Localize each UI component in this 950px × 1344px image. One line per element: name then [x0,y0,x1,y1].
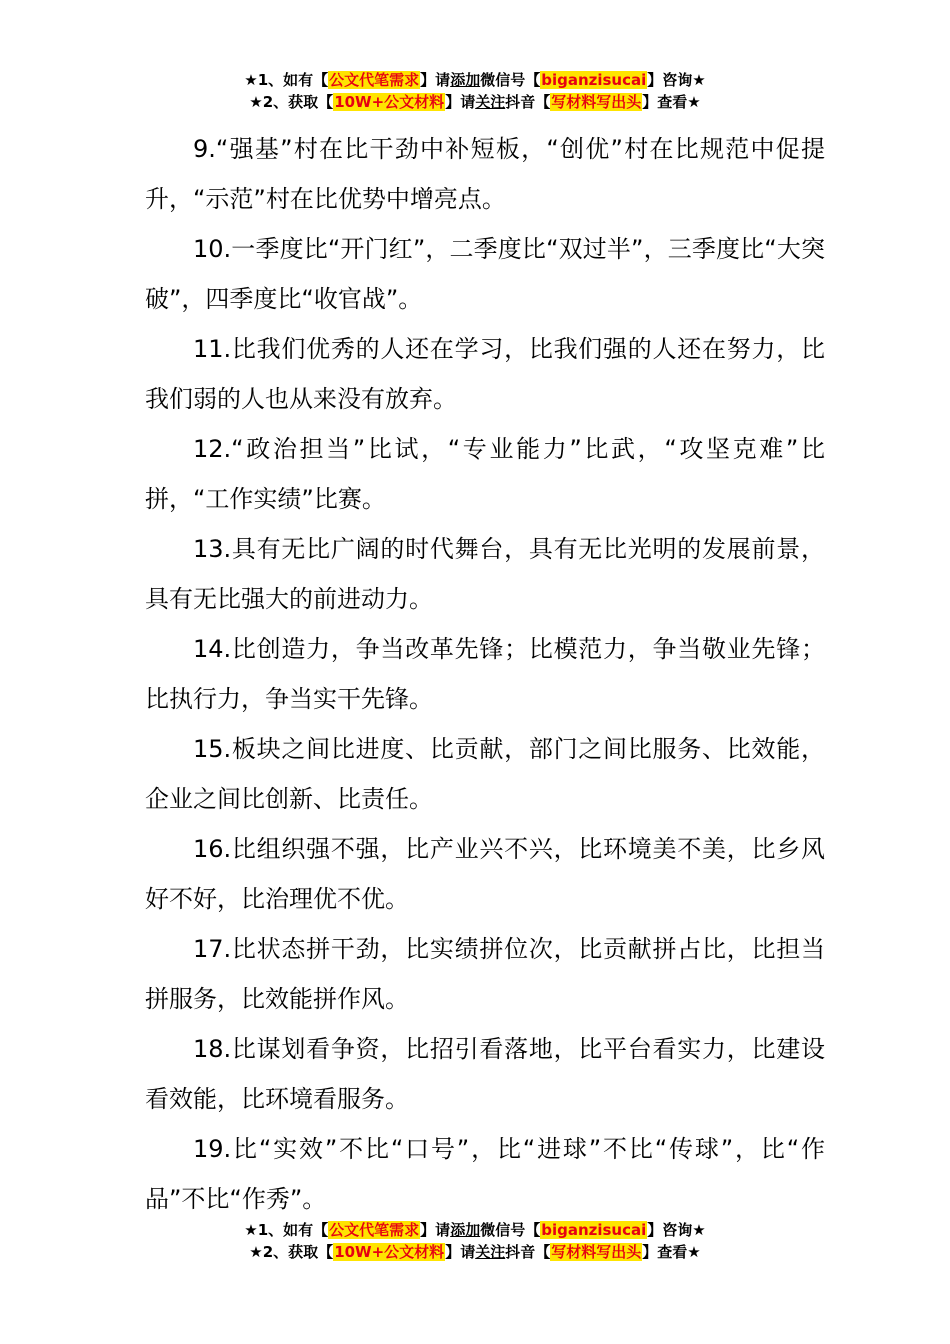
banner-text: 】请 [420,1221,451,1239]
banner-text: ★1、如有【 [244,1221,329,1239]
paragraph-15: 15.板块之间比进度、比贡献，部门之间比服务、比效能，企业之间比创新、比责任。 [145,735,825,813]
highlight-text: 10W+公文材料 [334,1243,445,1261]
banner-text: 】咨询★ [647,1221,706,1239]
paragraph-12: 12.“政治担当”比试，“专业能力”比武，“攻坚克难”比拼，“工作实绩”比赛。 [145,435,825,513]
banner-text: 微信号【 [480,1221,541,1239]
highlight-text: 公文代笔需求 [329,71,420,89]
paragraph-17: 17.比状态拼干劲，比实绩拼位次，比贡献拼占比，比担当拼服务，比效能拼作风。 [145,935,825,1013]
banner-text: ★1、如有【 [244,71,329,89]
paragraph-14: 14.比创造力，争当改革先锋；比模范力，争当敬业先锋；比执行力，争当实干先锋。 [145,635,825,713]
banner-text: 】请 [445,93,476,111]
banner-line-2 [0,91,950,113]
banner-line-1 [0,69,950,91]
banner-text: 抖音【 [505,1243,551,1261]
banner-text: 】查看★ [642,1243,701,1261]
banner-text: 】咨询★ [647,71,706,89]
highlight-text: 写材料写出头 [551,1243,642,1261]
underlined-text: 关注 [475,93,506,111]
highlight-text: 10W+公文材料 [334,93,445,111]
underlined-text: 添加 [450,71,481,89]
highlight-text: 公文代笔需求 [329,1221,420,1239]
banner-text: 】请 [445,1243,476,1261]
highlight-text: biganzisucai [541,71,647,89]
banner-line-1 [0,1219,950,1241]
banner-text: 微信号【 [480,71,541,89]
banner-text: ★2、获取【 [249,1243,334,1261]
banner-text: 】请 [420,71,451,89]
paragraph-18: 18.比谋划看争资，比招引看落地，比平台看实力，比建设看效能，比环境看服务。 [145,1035,825,1113]
paragraph-11: 11.比我们优秀的人还在学习，比我们强的人还在努力，比我们弱的人也从来没有放弃。 [145,335,825,413]
underlined-text: 添加 [450,1221,481,1239]
banner-text: 】查看★ [642,93,701,111]
banner-text: 抖音【 [505,93,551,111]
footer-banner [0,1219,950,1263]
underlined-text: 关注 [475,1243,506,1261]
banner-line-2 [0,1241,950,1263]
paragraph-13: 13.具有无比广阔的时代舞台，具有无比光明的发展前景，具有无比强大的前进动力。 [145,535,825,613]
paragraph-10: 10.一季度比“开门红”，二季度比“双过半”，三季度比“大突破”，四季度比“收官战”。 [145,235,825,313]
highlight-text: 写材料写出头 [551,93,642,111]
paragraph-19: 19.比“实效”不比“口号”，比“进球”不比“传球”，比“作品”不比“作秀”。 [145,1135,825,1213]
paragraph-16: 16.比组织强不强，比产业兴不兴，比环境美不美，比乡风好不好，比治理优不优。 [145,835,825,913]
highlight-text: biganzisucai [541,1221,647,1239]
paragraph-9: 9.“强基”村在比干劲中补短板，“创优”村在比规范中促提升，“示范”村在比优势中增亮点。 [145,135,825,213]
banner-text: ★2、获取【 [249,93,334,111]
header-banner [0,69,950,113]
document-body [145,124,825,1224]
